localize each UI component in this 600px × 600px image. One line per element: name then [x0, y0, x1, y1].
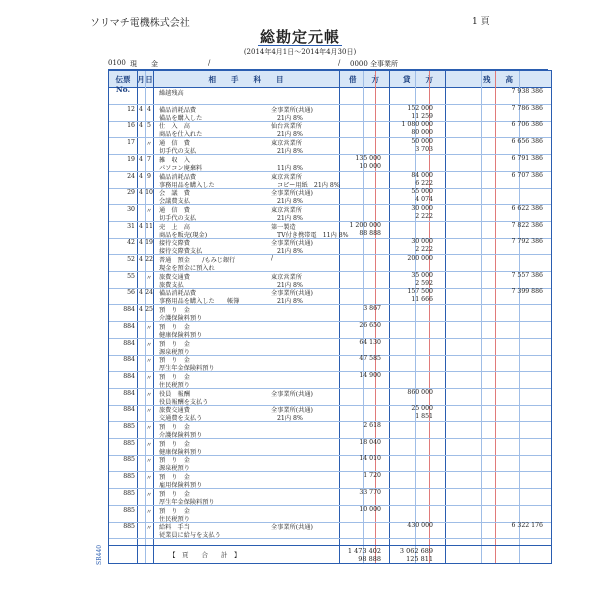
- day: 10: [145, 189, 153, 197]
- voucher-no: 30: [127, 205, 135, 213]
- tax-note: コピー用紙 21内 8%: [277, 181, 340, 189]
- department: 全事業所(共通): [271, 240, 313, 248]
- memo: 住民税預り: [159, 515, 190, 523]
- credit-amount: 35 000: [411, 271, 433, 279]
- day: 22: [145, 256, 153, 263]
- debit-amount: 3 867: [363, 305, 381, 313]
- balance-amount: 6 656 386: [511, 138, 543, 146]
- memo: 源泉税預り: [159, 465, 190, 473]
- voucher-no: 31: [127, 222, 135, 230]
- voucher-no: 29: [127, 189, 135, 197]
- memo: 役員報酬を支払う: [159, 398, 209, 406]
- counter-account: 雑 収 入: [159, 156, 190, 164]
- debit-amount: 1 720: [363, 472, 381, 480]
- day: 〃: [145, 508, 153, 516]
- tax-note: 21内 8%: [277, 415, 303, 423]
- voucher-no: 885: [123, 473, 135, 481]
- month: 4: [139, 306, 143, 314]
- credit-amount: 30 000: [411, 238, 433, 246]
- debit-tax: 10 000: [359, 162, 381, 170]
- credit-amount: 860 000: [407, 388, 433, 396]
- counter-account: 預 り 金: [159, 457, 190, 465]
- month: 4: [139, 222, 143, 230]
- table-row: [109, 154, 551, 172]
- counter-account: 備品消耗品費: [159, 290, 197, 298]
- memo: 厚生年金保険料預り: [159, 498, 215, 506]
- balance-amount: 6 322 176: [511, 522, 543, 530]
- credit-tax: 3 703: [415, 146, 433, 154]
- memo: 商品を販売(現金): [159, 231, 208, 239]
- table-row: [109, 120, 551, 138]
- counter-account: 預 り 金: [159, 340, 190, 348]
- table-row: [109, 421, 551, 439]
- day: 〃: [145, 341, 153, 349]
- tax-note: 21内 8%: [277, 114, 303, 122]
- day: 〃: [145, 425, 153, 432]
- memo: 健康保険料預り: [159, 448, 203, 456]
- credit-amount: 157 500: [407, 288, 433, 296]
- credit-amount: 50 000: [411, 138, 433, 146]
- account-code: 0100: [108, 59, 126, 67]
- day: 〃: [145, 324, 153, 332]
- balance-amount: 6 622 386: [511, 204, 543, 212]
- debit-amount: 2 618: [363, 422, 381, 429]
- voucher-no: 56: [127, 289, 135, 297]
- counter-account: 預 り 金: [159, 373, 190, 381]
- page-total-row: [109, 545, 551, 564]
- memo: 厚生年金保険料預り: [159, 365, 215, 373]
- credit-tax: 2 592: [415, 279, 433, 287]
- table-row: [109, 371, 551, 389]
- department: 東京営業所: [271, 173, 302, 181]
- debit-amount: 26 650: [359, 321, 381, 329]
- debit-amount: 14 900: [359, 371, 381, 379]
- table-row: [109, 471, 551, 489]
- day: 〃: [145, 391, 153, 399]
- department: 東京営業所: [271, 140, 302, 148]
- day: 〃: [145, 408, 153, 416]
- month: 4: [139, 289, 143, 297]
- counter-account: 繰越残高: [159, 90, 184, 97]
- day: 〃: [145, 374, 153, 382]
- counter-account: 備品消耗品費: [159, 173, 197, 181]
- month: 4: [139, 105, 143, 113]
- tax-note: TV付き携帯電 11内 8%: [277, 231, 349, 239]
- page-number: 1 頁: [472, 17, 490, 27]
- day: 〃: [145, 141, 153, 149]
- table-row: [109, 354, 551, 372]
- table-row: [109, 87, 551, 105]
- counter-account: 預 り 金: [159, 490, 190, 498]
- credit-amount: 200 000: [407, 255, 433, 262]
- table-row: [109, 254, 551, 272]
- month: 4: [139, 172, 143, 180]
- balance-amount: 7 557 386: [511, 271, 543, 279]
- month: 4: [139, 239, 143, 247]
- balance-amount: 7 938 386: [511, 88, 543, 95]
- day: 25: [145, 306, 153, 314]
- tax-note: 21内 8%: [277, 131, 303, 139]
- tax-note: 21内 8%: [277, 281, 303, 289]
- table-row: [109, 321, 551, 339]
- counter-account: 仕 入 高: [159, 123, 190, 131]
- tax-note: 21内 8%: [277, 214, 303, 222]
- ledger-table: [108, 70, 552, 564]
- memo: 介護保険料預り: [159, 315, 203, 323]
- table-row: [109, 454, 551, 472]
- debit-amount: 1 200 000: [349, 221, 381, 229]
- voucher-no: 885: [123, 456, 135, 464]
- memo: 現金を預金に預入れ: [159, 265, 215, 272]
- total-debit-tax: 98 888: [358, 555, 381, 563]
- tax-note: 21内 8%: [277, 198, 303, 206]
- voucher-no: 42: [127, 239, 135, 247]
- table-row: [109, 438, 551, 456]
- memo: 商品を仕入れた: [159, 131, 203, 139]
- total-debit: 1 473 402: [347, 547, 381, 555]
- col-balance: 残 高: [483, 75, 513, 84]
- counter-account: 接待交際費: [159, 240, 190, 248]
- department: 全事業所(共通): [271, 106, 313, 114]
- total-credit: 3 062 689: [399, 547, 433, 555]
- credit-amount: 430 000: [407, 522, 433, 530]
- counter-account: 会 議 費: [159, 190, 190, 198]
- day: 〃: [145, 475, 153, 483]
- dept-name: 0000 全事業所: [350, 60, 399, 68]
- memo: 事務用品を購入した: [159, 181, 215, 189]
- table-row: [109, 287, 551, 305]
- balance-amount: 6 706 386: [511, 121, 543, 129]
- counter-account: 預 り 金: [159, 507, 190, 515]
- table-row: [109, 187, 551, 205]
- memo: 従業員に給与を支払う: [159, 532, 221, 540]
- day: 〃: [145, 458, 153, 466]
- table-row: [109, 488, 551, 506]
- credit-tax: 11 259: [411, 112, 433, 120]
- col-month: 月: [137, 75, 145, 84]
- day: 〃: [145, 441, 153, 449]
- voucher-no: 884: [123, 389, 135, 397]
- page-title: 総勘定元帳: [259, 28, 340, 46]
- credit-tax: 4 074: [415, 196, 433, 204]
- department: 全事業所(共通): [271, 407, 313, 415]
- credit-tax: 11 666: [411, 296, 433, 304]
- memo: パソコン廃棄料: [159, 164, 203, 172]
- counter-account: 預 り 金: [159, 474, 190, 482]
- tax-note: 21内 8%: [277, 298, 303, 306]
- voucher-no: 884: [123, 406, 135, 414]
- debit-amount: 33 770: [359, 488, 381, 496]
- month: 4: [139, 189, 143, 197]
- tax-note: 11内 8%: [277, 164, 303, 172]
- col-voucher-no: 伝票No.: [115, 75, 131, 94]
- day: 〃: [145, 491, 153, 499]
- counter-account: 備品消耗品費: [159, 106, 197, 114]
- col-description: 相 手 科 目: [208, 75, 284, 84]
- balance-amount: 6 791 386: [511, 154, 543, 162]
- voucher-no: 19: [127, 155, 135, 163]
- memo: 会議費支払: [159, 198, 190, 206]
- month: 4: [139, 256, 143, 263]
- table-row: [109, 304, 551, 322]
- voucher-no: 884: [123, 372, 135, 380]
- debit-amount: 14 010: [359, 455, 381, 463]
- credit-tax: 2 222: [415, 246, 433, 254]
- voucher-no: 12: [127, 105, 135, 113]
- voucher-no: 16: [127, 122, 135, 130]
- month: 4: [139, 155, 143, 163]
- col-debit: 借 方: [349, 75, 379, 84]
- memo: 切手代の支払: [159, 148, 197, 156]
- counter-account: 預 り 金: [159, 357, 190, 365]
- credit-amount: 55 000: [411, 188, 433, 196]
- month: 4: [139, 122, 143, 130]
- tax-note: 21内 8%: [277, 248, 303, 256]
- table-row: [109, 204, 551, 222]
- counter-account: 旅費交通費: [159, 273, 190, 281]
- title-underline: [258, 45, 342, 46]
- memo: 接待交際費支払: [159, 248, 203, 256]
- voucher-no: 885: [123, 489, 135, 497]
- table-row: [109, 338, 551, 356]
- debit-amount: 18 040: [359, 438, 381, 446]
- table-row: [109, 237, 551, 255]
- voucher-no: 17: [127, 139, 135, 147]
- memo: 住民税預り: [159, 381, 190, 389]
- balance-amount: 6 707 386: [511, 171, 543, 179]
- debit-amount: 10 000: [359, 505, 381, 513]
- counter-account: 売 上 高: [159, 223, 190, 231]
- col-day: 日: [145, 75, 153, 84]
- memo: 事務用品を購入した 帳簿: [159, 298, 240, 306]
- balance-amount: 7 822 386: [511, 221, 543, 229]
- day: 9: [147, 172, 151, 180]
- table-row: [109, 221, 551, 239]
- department: 全事業所(共通): [271, 290, 313, 298]
- tax-note: 21内 8%: [277, 148, 303, 156]
- day: 〃: [145, 274, 153, 282]
- table-row: [109, 137, 551, 155]
- department: /: [271, 255, 274, 262]
- table-row: [109, 521, 551, 539]
- counter-account: 給料 手当: [159, 524, 190, 532]
- table-row: [109, 404, 551, 422]
- account-name: 現 金: [130, 60, 158, 68]
- department: 全事業所(共通): [271, 190, 313, 198]
- table-row: [109, 388, 551, 406]
- department: 東京営業所: [271, 273, 302, 281]
- voucher-no: 884: [123, 339, 135, 347]
- debit-amount: 47 585: [359, 355, 381, 363]
- account-slash: /: [208, 59, 211, 67]
- credit-amount: 30 000: [411, 204, 433, 212]
- counter-account: 役員 報酬: [159, 390, 190, 398]
- department: 全事業所(共通): [271, 390, 313, 398]
- credit-amount: 84 000: [411, 171, 433, 179]
- day: 4: [147, 105, 151, 113]
- day: 11: [145, 222, 153, 230]
- balance-amount: 7 399 886: [511, 288, 543, 296]
- day: 〃: [145, 525, 153, 533]
- company-name: ソリマチ電機株式会社: [90, 18, 190, 29]
- voucher-no: 885: [123, 423, 135, 430]
- day: 7: [147, 155, 151, 163]
- credit-tax: 80 000: [411, 129, 433, 137]
- credit-amount: 152 000: [407, 104, 433, 112]
- credit-amount: 1 080 000: [401, 121, 433, 129]
- memo: 備品を購入した: [159, 114, 203, 122]
- table-row: [109, 171, 551, 189]
- page-total-label: 【 頁 合 計 】: [169, 551, 241, 559]
- counter-account: 普通 預金 /もみじ銀行: [159, 257, 236, 264]
- memo: 交通費を支払う: [159, 415, 203, 423]
- memo: 旅費支払: [159, 281, 184, 289]
- col-credit: 貸 方: [403, 75, 433, 84]
- form-code: SR440: [96, 544, 103, 565]
- credit-tax: 2 222: [415, 212, 433, 220]
- memo: 健康保険料預り: [159, 331, 203, 339]
- balance-amount: 7 786 386: [511, 104, 543, 112]
- counter-account: 旅費交通費: [159, 407, 190, 415]
- department: 全事業所(共通): [271, 524, 313, 532]
- memo: 介護保険料預り: [159, 432, 203, 439]
- voucher-no: 885: [123, 506, 135, 514]
- debit-amount: 64 130: [359, 338, 381, 346]
- department: 第一製造: [271, 223, 296, 231]
- table-row: [109, 271, 551, 289]
- counter-account: 預 り 金: [159, 424, 190, 431]
- voucher-no: 884: [123, 322, 135, 330]
- period: (2014年4月1日～2014年4月30日): [243, 48, 357, 56]
- voucher-no: 884: [123, 306, 135, 314]
- balance-amount: 7 792 386: [511, 238, 543, 246]
- voucher-no: 885: [123, 523, 135, 531]
- voucher-no: 52: [127, 256, 135, 263]
- voucher-no: 884: [123, 356, 135, 364]
- memo: 雇用保険料預り: [159, 482, 203, 490]
- counter-account: 預 り 金: [159, 307, 190, 315]
- counter-account: 預 り 金: [159, 440, 190, 448]
- debit-tax: 88 888: [359, 229, 381, 237]
- voucher-no: 885: [123, 439, 135, 447]
- credit-tax: 6 222: [415, 179, 433, 187]
- department: 仙台営業所: [271, 123, 302, 131]
- table-row: [109, 104, 551, 122]
- day: 5: [147, 122, 151, 130]
- counter-account: 通 信 費: [159, 206, 190, 214]
- credit-tax: 1 851: [415, 413, 433, 421]
- day: 19: [145, 239, 153, 247]
- debit-amount: 135 000: [355, 154, 381, 162]
- counter-account: 預 り 金: [159, 323, 190, 331]
- dept-slash: /: [338, 59, 341, 67]
- counter-account: 通 信 費: [159, 140, 190, 148]
- total-credit-tax: 125 811: [406, 555, 433, 563]
- day: 24: [145, 289, 153, 297]
- table-row: [109, 505, 551, 523]
- credit-amount: 25 000: [411, 405, 433, 413]
- department: 東京営業所: [271, 206, 302, 214]
- day: 〃: [145, 207, 153, 215]
- voucher-no: 55: [127, 272, 135, 280]
- memo: 切手代の支払: [159, 214, 197, 222]
- day: 〃: [145, 358, 153, 366]
- voucher-no: 24: [127, 172, 135, 180]
- memo: 源泉税預り: [159, 348, 190, 356]
